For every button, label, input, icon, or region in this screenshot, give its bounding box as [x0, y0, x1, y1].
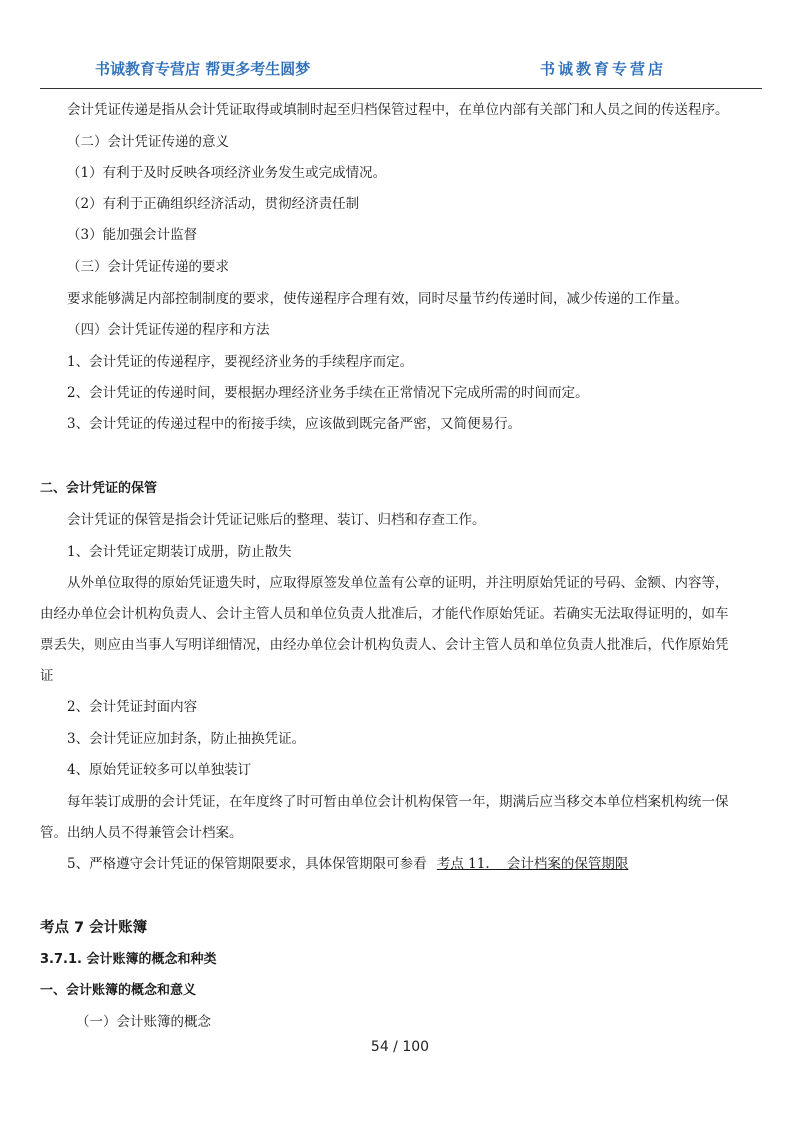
- page-header: [40, 58, 760, 86]
- list-item: 3、会计凭证的传递过程中的衔接手续，应该做到既完备严密，又简便易行。: [67, 416, 522, 432]
- cross-reference-link[interactable]: 考点 11. 会计档案的保管期限: [436, 856, 629, 872]
- list-item: 2、会计凭证的传递时间，要根据办理经济业务手续在正常情况下完成所需的时间而定。: [67, 385, 589, 401]
- topic-heading: 考点 7 会计账簿: [40, 920, 148, 936]
- paragraph: 会计凭证传递是指从会计凭证取得或填制时起至归档保管过程中，在单位内部有关部门和人员之间的传送程序。: [67, 102, 729, 118]
- subheading: （二）会计凭证传递的意义: [67, 134, 229, 150]
- list-item: （3）能加强会计监督: [67, 227, 198, 243]
- list-item: （2）有利于正确组织经济活动，贯彻经济责任制: [67, 196, 360, 212]
- subheading: （一）会计账簿的概念: [76, 1014, 211, 1030]
- header-divider: [40, 88, 762, 89]
- header-shop-name: 书诚教育专营店: [540, 60, 667, 78]
- paragraph: 要求能够满足内部控制制度的要求，使传递程序合理有效，同时尽量节约传递时间，减少传递的工作量。: [67, 291, 688, 307]
- list-item-text: 5、严格遵守会计凭证的保管期限要求，具体保管期限可参看: [67, 856, 427, 872]
- list-item: 2、会计凭证封面内容: [67, 699, 198, 715]
- list-item: 1、会计凭证定期装订成册，防止散失: [67, 544, 292, 560]
- section-heading: 3.7.1. 会计账簿的概念和种类: [40, 952, 217, 967]
- paragraph: 会计凭证的保管是指会计凭证记账后的整理、装订、归档和存查工作。: [67, 512, 486, 528]
- paragraph: 票丢失，则应由当事人写明详细情况，由经办单位会计机构负责人、会计主管人员和单位负责人批准后，代作原始凭: [40, 637, 729, 653]
- header-shop-slogan: 书诚教育专营店 帮更多考生圆梦: [95, 60, 311, 78]
- section-heading: 一、会计账簿的概念和意义: [40, 983, 197, 998]
- subheading: （四）会计凭证传递的程序和方法: [67, 322, 270, 338]
- list-item: [67, 852, 628, 872]
- list-item: （1）有利于及时反映各项经济业务发生或完成情况。: [67, 165, 387, 181]
- paragraph: 从外单位取得的原始凭证遗失时，应取得原签发单位盖有公章的证明，并注明原始凭证的号码、金额、内容等，: [67, 575, 729, 591]
- paragraph: 每年装订成册的会计凭证，在年度终了时可暂由单位会计机构保管一年，期满后应当移交本单位档案机构统一保: [67, 794, 729, 810]
- page-number: 54 / 100: [370, 1039, 430, 1055]
- paragraph: 由经办单位会计机构负责人、会计主管人员和单位负责人批准后，才能代作原始凭证。若确实无法取得证明的，如车: [40, 606, 729, 622]
- paragraph: 证: [40, 668, 54, 684]
- subheading: （三）会计凭证传递的要求: [67, 259, 229, 275]
- paragraph: 管。出纳人员不得兼管会计档案。: [40, 825, 243, 841]
- list-item: 3、会计凭证应加封条，防止抽换凭证。: [67, 731, 306, 747]
- list-item: 1、会计凭证的传递程序，要视经济业务的手续程序而定。: [67, 354, 414, 370]
- section-heading: 二、会计凭证的保管: [40, 481, 158, 496]
- list-item: 4、原始凭证较多可以单独装订: [67, 762, 252, 778]
